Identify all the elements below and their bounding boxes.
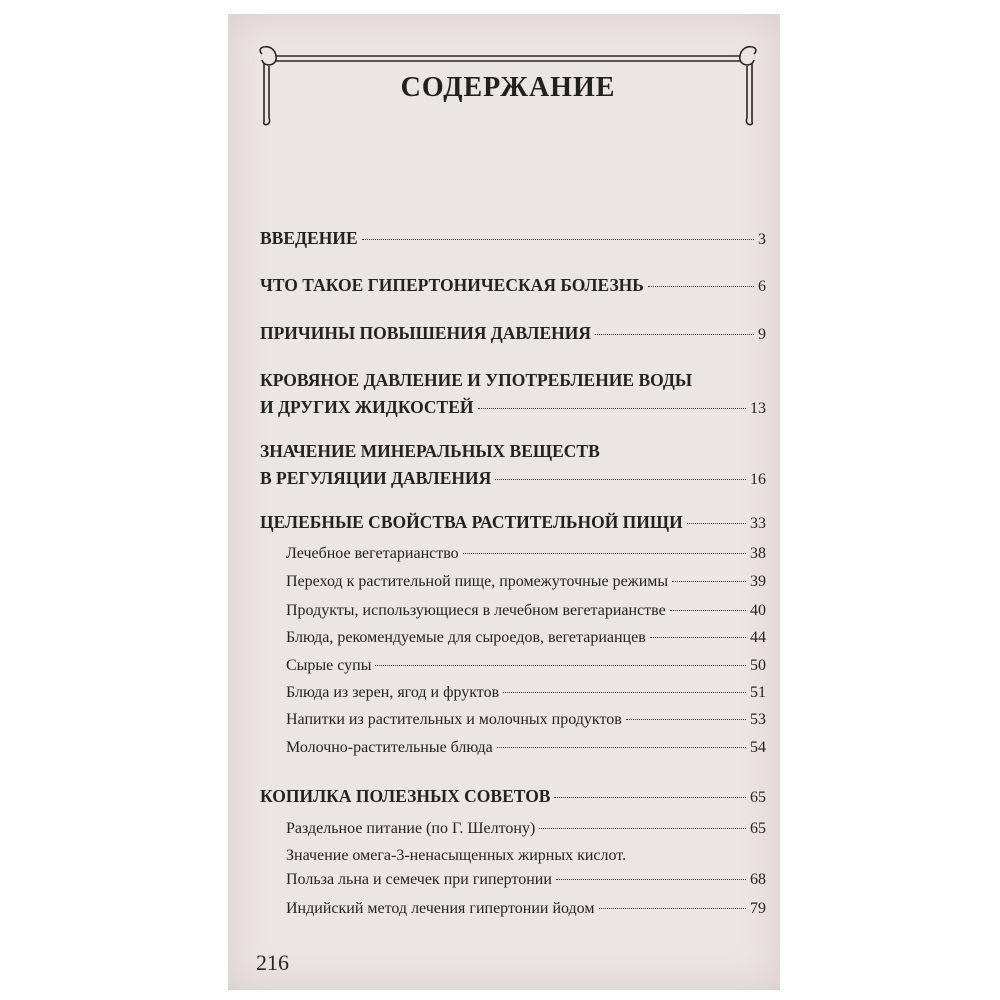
- toc-subentry[interactable]: [286, 657, 766, 675]
- toc-subentry-page: 39: [750, 573, 766, 590]
- toc-subentry-title: Лечебное вегетарианство: [286, 545, 459, 562]
- dot-leader: [554, 797, 746, 798]
- toc-subentry-title: Молочно-растительные блюда: [286, 739, 493, 756]
- toc-subentry-page: 44: [750, 629, 766, 646]
- dot-leader: [672, 581, 746, 582]
- dot-leader: [495, 479, 746, 480]
- toc-subentry[interactable]: [286, 629, 766, 647]
- toc-subentry-page: 51: [750, 684, 766, 701]
- dot-leader: [539, 828, 746, 829]
- toc-subentry[interactable]: [286, 573, 766, 591]
- toc-subentry-page: 68: [750, 871, 766, 888]
- toc-entry-page: 65: [750, 789, 766, 806]
- toc-subentry-page: 79: [750, 900, 766, 917]
- toc-subentry-title: Продукты, использующиеся в лечебном вегетарианстве: [286, 602, 666, 619]
- toc-subentry-title-line1: Значение омега-3-ненасыщенных жирных кислот.: [286, 847, 627, 864]
- toc-entry[interactable]: [260, 323, 766, 344]
- toc-entry[interactable]: [260, 370, 766, 418]
- toc-subentry[interactable]: [286, 847, 766, 889]
- toc-subentry-title: Блюда из зерен, ягод и фруктов: [286, 684, 500, 701]
- dot-leader: [650, 637, 746, 638]
- dot-leader: [375, 665, 746, 666]
- toc-subentry-page: 50: [750, 657, 766, 674]
- dot-leader: [478, 408, 746, 409]
- toc-subentry[interactable]: [286, 711, 766, 729]
- dot-leader: [599, 908, 747, 909]
- toc-entry[interactable]: [260, 441, 766, 489]
- dot-leader: [362, 239, 754, 240]
- dot-leader: [503, 692, 746, 693]
- toc-entry-title: ВВЕДЕНИЕ: [260, 228, 358, 248]
- toc-entry-title: ЧТО ТАКОЕ ГИПЕРТОНИЧЕСКАЯ БОЛЕЗНЬ: [260, 275, 644, 295]
- toc-entry[interactable]: [260, 512, 766, 533]
- toc-entry-page: 13: [750, 400, 766, 417]
- toc-subentry-title-line2: Польза льна и семечек при гипертонии: [286, 871, 552, 888]
- page-number: 216: [256, 950, 289, 975]
- toc-subentry[interactable]: [286, 602, 766, 620]
- toc-entry[interactable]: [260, 228, 766, 249]
- dot-leader: [497, 747, 746, 748]
- toc-entry-title-line1: КРОВЯНОЕ ДАВЛЕНИЕ И УПОТРЕБЛЕНИЕ ВОДЫ: [260, 370, 693, 390]
- dot-leader: [556, 879, 746, 880]
- toc-entry-page: 3: [758, 231, 766, 248]
- toc-entry[interactable]: [260, 786, 766, 807]
- toc-subentry[interactable]: [286, 545, 766, 563]
- dot-leader: [670, 610, 746, 611]
- toc-subentry-page: 53: [750, 711, 766, 728]
- page-title: СОДЕРЖАНИЕ: [400, 72, 616, 103]
- toc-entry-page: 16: [750, 471, 766, 488]
- toc-entry-title-line2: В РЕГУЛЯЦИИ ДАВЛЕНИЯ: [260, 468, 492, 488]
- toc-subentry-title: Сырые супы: [286, 657, 372, 674]
- toc-subentry-page: 54: [750, 739, 766, 756]
- toc-entry-title: ПРИЧИНЫ ПОВЫШЕНИЯ ДАВЛЕНИЯ: [260, 323, 592, 343]
- toc-subentry-page: 40: [750, 602, 766, 619]
- dot-leader: [687, 523, 746, 524]
- toc-subentry[interactable]: [286, 820, 766, 838]
- book-page: [228, 14, 780, 990]
- dot-leader: [648, 286, 754, 287]
- toc-subentry-page: 38: [750, 545, 766, 562]
- toc-subentry-title: Индийский метод лечения гипертонии йодом: [286, 900, 595, 917]
- toc-entry-title: КОПИЛКА ПОЛЕЗНЫХ СОВЕТОВ: [260, 786, 551, 806]
- toc-subentry[interactable]: [286, 739, 766, 757]
- toc-subentry[interactable]: [286, 900, 766, 918]
- toc-subentry-title: Переход к растительной пище, промежуточные режимы: [286, 573, 669, 590]
- toc-subentry-title: Напитки из растительных и молочных продуктов: [286, 711, 622, 728]
- toc-subentry[interactable]: [286, 684, 766, 702]
- toc-entry-title: ЦЕЛЕБНЫЕ СВОЙСТВА РАСТИТЕЛЬНОЙ ПИЩИ: [260, 512, 683, 532]
- dot-leader: [595, 334, 754, 335]
- toc-entry[interactable]: [260, 275, 766, 296]
- toc-subentry-page: 65: [750, 820, 766, 837]
- toc-entry-title-line2: И ДРУГИХ ЖИДКОСТЕЙ: [260, 397, 474, 417]
- toc-subentry-title: Блюда, рекомендуемые для сыроедов, вегетарианцев: [286, 629, 646, 646]
- toc-entry-page: 9: [758, 326, 766, 343]
- dot-leader: [463, 553, 746, 554]
- toc-entry-page: 33: [750, 515, 766, 532]
- toc-entry-page: 6: [758, 278, 766, 295]
- dot-leader: [626, 719, 746, 720]
- toc-subentry-title: Раздельное питание (по Г. Шелтону): [286, 820, 536, 837]
- toc-entry-title-line1: ЗНАЧЕНИЕ МИНЕРАЛЬНЫХ ВЕЩЕСТВ: [260, 441, 600, 461]
